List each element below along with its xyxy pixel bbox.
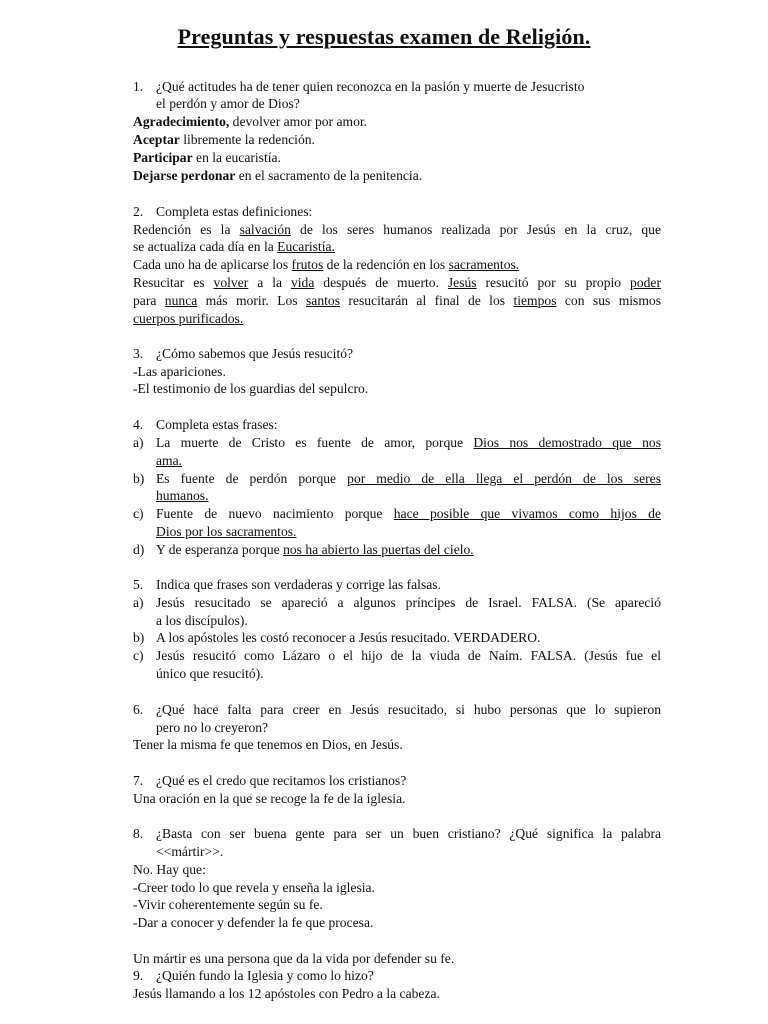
question-2-line-5: para nunca más morir. Los santos resucitarán al final de los tiempos con sus mismos	[133, 293, 662, 308]
question-2-line-3: Cada uno ha de aplicarse los frutos de la redención en los sacramentos.	[133, 257, 520, 272]
question-9-number: 9.	[133, 968, 144, 983]
question-8-answer-4: -Dar a conocer y defender la fe que procesa.	[133, 915, 374, 930]
question-9-answer: Jesús llamando a los 12 apóstoles con Pedro a la cabeza.	[133, 986, 440, 1001]
question-6-text-line-2: pero no lo creyeron?	[156, 720, 269, 735]
question-4-item-a-marker: a)	[133, 435, 144, 450]
question-8-answer-3: -Vivir coherentemente según su fe.	[133, 897, 323, 912]
question-5-item-a-marker: a)	[133, 595, 144, 610]
question-2-line-6: cuerpos purificados.	[133, 311, 244, 326]
question-1-answer-1: Agradecimiento, devolver amor por amor.	[133, 114, 368, 129]
question-4-item-a-line-1: La muerte de Cristo es fuente de amor, porque Dios nos demostrado que nos	[156, 435, 661, 450]
question-1-number: 1.	[133, 79, 144, 94]
question-5-item-c-line-2: único que resucitó).	[156, 666, 264, 681]
question-8-text-line-2: <<mártir>>.	[156, 844, 224, 859]
question-5-item-a-line-1: Jesús resucitado se apareció a algunos príncipes de Israel. FALSA. (Se apareció	[156, 595, 661, 610]
question-8-number: 8.	[133, 826, 144, 841]
question-2-number: 2.	[133, 204, 144, 219]
question-3-text: ¿Cómo sabemos que Jesús resucitó?	[156, 346, 354, 361]
question-1-answer-3: Participar en la eucaristía.	[133, 150, 281, 165]
question-2-line-1: Redención es la salvación de los seres humanos realizada por Jesús en la cruz, que	[133, 222, 661, 237]
question-1-answer-2: Aceptar libremente la redención.	[133, 132, 315, 147]
page-title: Preguntas y respuestas examen de Religión.	[177, 24, 591, 49]
question-6-answer: Tener la misma fe que tenemos en Dios, en Jesús.	[133, 737, 403, 752]
question-5-text: Indica que frases son verdaderas y corrige las falsas.	[156, 577, 441, 592]
question-6-number: 6.	[133, 702, 144, 717]
question-4-number: 4.	[133, 417, 144, 432]
question-8-answer-5: Un mártir es una persona que da la vida por defender su fe.	[133, 951, 455, 966]
question-7-number: 7.	[133, 773, 144, 788]
question-5-item-b-line-1: A los apóstoles les costó reconocer a Jesús resucitado. VERDADERO.	[156, 630, 541, 645]
question-6-text-line-1: ¿Qué hace falta para creer en Jesús resucitado, si hubo personas que lo supieron	[156, 702, 661, 717]
question-4-item-a-line-2: ama.	[156, 453, 183, 468]
question-7-answer: Una oración en la que se recoge la fe de la iglesia.	[133, 791, 406, 806]
question-8-answer-2: -Creer todo lo que revela y enseña la iglesia.	[133, 880, 375, 895]
question-4-item-d-line-1: Y de esperanza porque nos ha abierto las puertas del cielo.	[156, 542, 474, 557]
question-5-item-c-marker: c)	[133, 648, 144, 663]
question-4-item-b-marker: b)	[133, 471, 145, 486]
question-4-item-b-line-1: Es fuente de perdón porque por medio de ella llega el perdón de los seres	[156, 471, 661, 486]
question-4-item-c-line-1: Fuente de nuevo nacimiento porque hace posible que vivamos como hijos de	[156, 506, 662, 521]
question-4-item-b-line-2: humanos.	[156, 488, 209, 503]
question-4-item-d-marker: d)	[133, 542, 145, 557]
question-9-text: ¿Quién fundo la Iglesia y como lo hizo?	[156, 968, 374, 983]
question-7-text: ¿Qué es el credo que recitamos los cristianos?	[156, 773, 407, 788]
question-4-text: Completa estas frases:	[156, 417, 278, 432]
question-5-item-c-line-1: Jesús resucitó como Lázaro o el hijo de la viuda de Naím. FALSA. (Jesús fue el	[156, 648, 661, 663]
question-1-text-line-2: el perdón y amor de Dios?	[156, 96, 300, 111]
question-2-text: Completa estas definiciones:	[156, 204, 313, 219]
question-8-text-line-1: ¿Basta con ser buena gente para ser un buen cristiano? ¿Qué significa la palabra	[156, 826, 661, 841]
question-2-line-2: se actualiza cada día en la Eucaristía.	[133, 239, 335, 254]
question-3-answer-2: -El testimonio de los guardias del sepulcro.	[133, 381, 369, 396]
question-1-answer-4: Dejarse perdonar en el sacramento de la penitencia.	[133, 168, 423, 183]
question-5-item-a-line-2: a los discípulos).	[156, 613, 248, 628]
question-3-number: 3.	[133, 346, 144, 361]
question-8-answer-1: No. Hay que:	[133, 862, 206, 877]
question-5-item-b-marker: b)	[133, 630, 145, 645]
question-3-answer-1: -Las apariciones.	[133, 364, 226, 379]
question-1-text-line-1: ¿Qué actitudes ha de tener quien reconozca en la pasión y muerte de Jesucristo	[156, 79, 585, 94]
question-4-item-c-marker: c)	[133, 506, 144, 521]
question-5-number: 5.	[133, 577, 144, 592]
question-4-item-c-line-2: Dios por los sacramentos.	[156, 524, 297, 539]
question-2-line-4: Resucitar es volver a la vida después de muerto. Jesús resucitó por su propio poder	[133, 275, 661, 290]
